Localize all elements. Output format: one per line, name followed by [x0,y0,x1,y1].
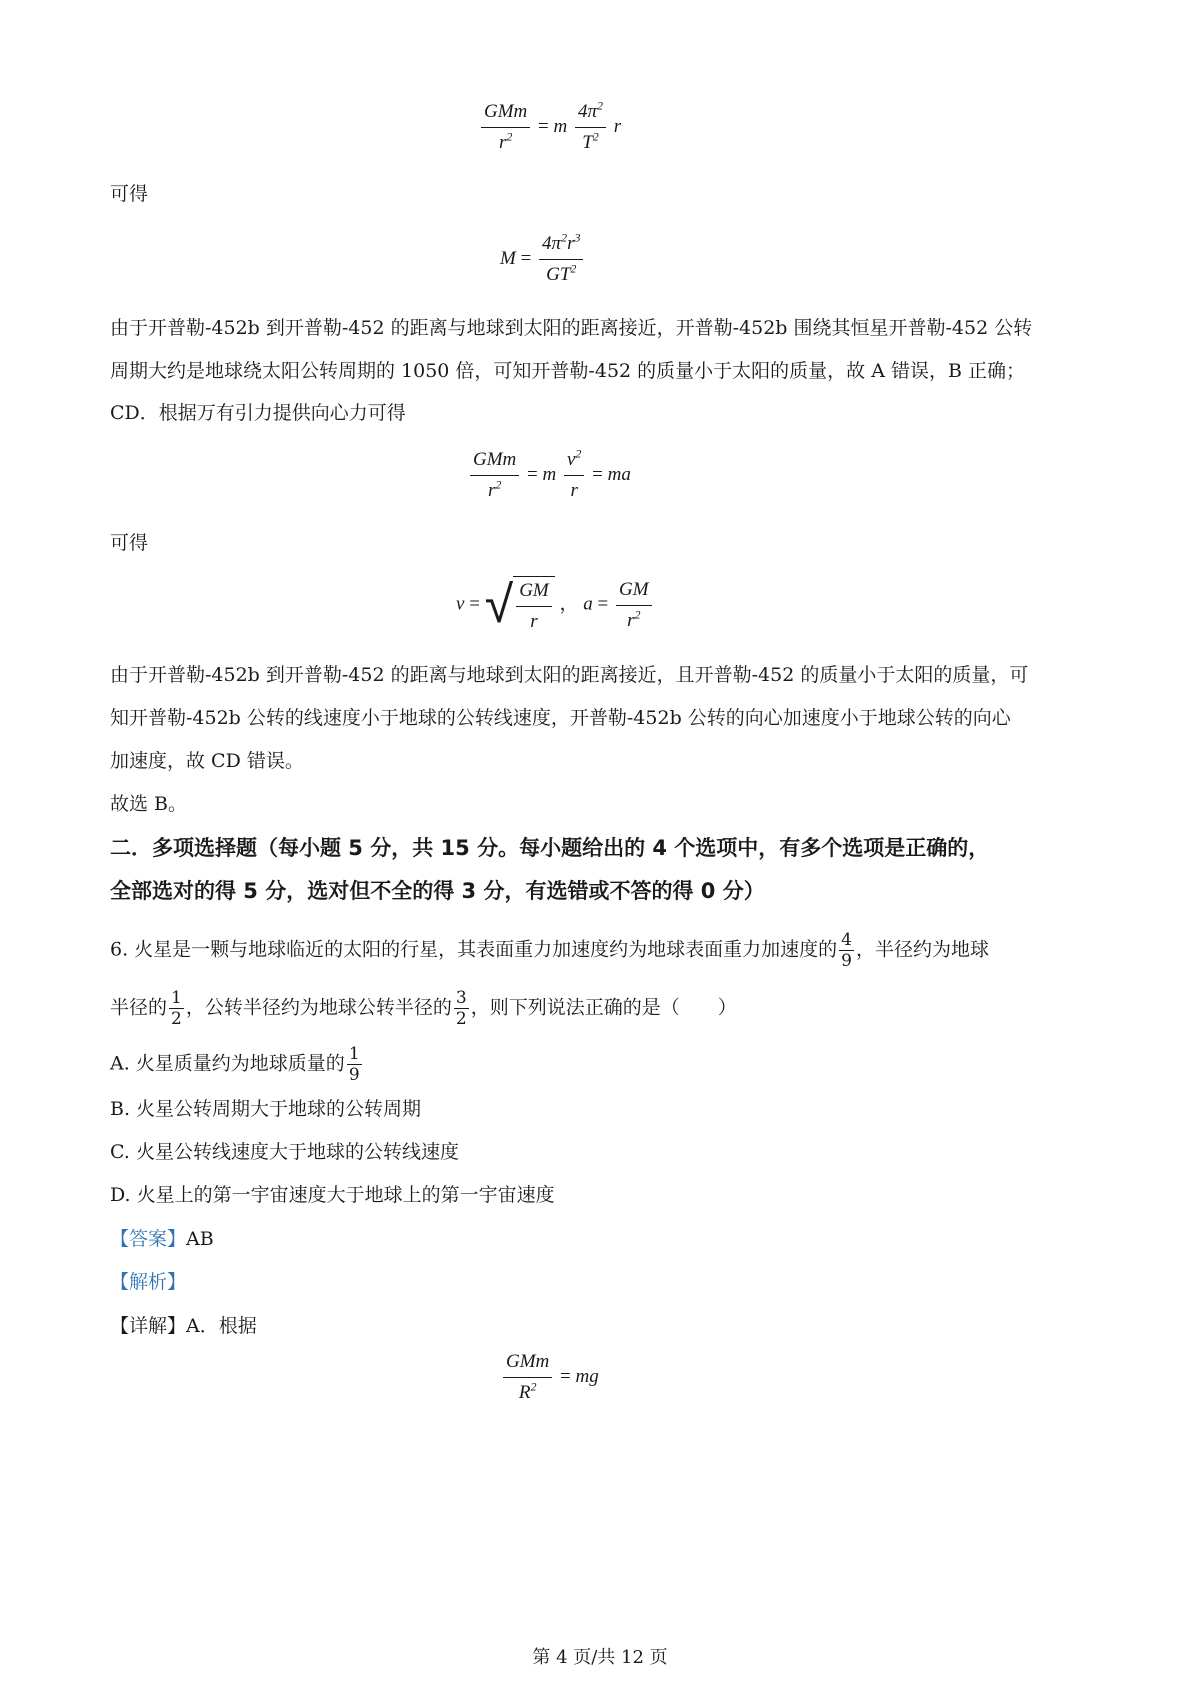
section-heading: 全部选对的得 5 分，选对但不全的得 3 分，有选错或不答的得 0 分） [110,879,765,903]
equation-centripetal: $\frac{\text{GMm}}{r^2}$ = m $\frac{v^2}{r}$ = ma [467,448,631,503]
paragraph-line: 由于开普勒-452b 到开普勒-452 的距离与地球到太阳的距离接近，且开普勒-452 的质量小于太阳的质量，可 [110,664,1029,686]
page-footer: 第 4 页/共 12 页 [532,1647,668,1668]
fraction: $\frac{4}{9}$ [841,930,852,971]
square-root: √ $\frac{GM}{r}$ [485,576,555,634]
fraction: $\frac{4\pi^2}{T^2}$ [575,100,606,155]
answer-tag: 【答案】 [110,1228,187,1250]
equation-velocity-acceleration: v = √ $\frac{GM}{r}$ ， a = $\frac{GM}{r^2}$ [456,576,655,634]
equation-gravity-period: $\frac{\text{GMm}}{r^2}$ = m $\frac{4\pi^2}{T^2}$ r [478,100,621,155]
question-6-line: 6. 火星是一颗与地球临近的太阳的行星，其表面重力加速度约为地球表面重力加速度的 $\frac{4}{9}$ ，半径约为地球 [110,930,990,971]
conclusion: 故选 B。 [110,793,188,815]
paragraph-line: CD．根据万有引力提供向心力可得 [110,402,406,424]
fraction: $\frac{v^2}{r}$ [564,448,584,503]
fraction: $\frac{GM}{r}$ [516,579,552,634]
section-heading: 二．多项选择题（每小题 5 分，共 15 分。每小题给出的 4 个选项中，有多个选项是正确的， [110,836,990,860]
option-a: A. 火星质量约为地球质量的 $\frac{1}{9}$ [110,1044,360,1085]
fraction: $\frac{\text{GMm}}{r^2}$ [470,448,519,503]
answer-line [110,1225,1100,1253]
detail-line: 【详解】A．根据 [110,1315,257,1337]
paragraph: 可得 [110,532,149,554]
option-b: B. 火星公转周期大于地球的公转周期 [110,1098,422,1120]
fraction: $\frac{3}{2}$ [455,988,467,1029]
paragraph-line: 加速度，故 CD 错误。 [110,750,304,772]
question-6-line: 半径的 $\frac{1}{2}$ ，公转半径约为地球公转半径的 $\frac{3}{2}$ ，则下列说法正确的是（ ） [110,988,737,1029]
fraction: $\frac{1}{9}$ [348,1044,360,1085]
fraction: $\frac{GM}{r^2}$ [616,578,652,633]
answer-value: AB [186,1228,214,1250]
option-c: C. 火星公转线速度大于地球的公转线速度 [110,1141,459,1163]
fraction: $\frac{1}{2}$ [171,988,182,1029]
analysis-tag: 【解析】 [110,1271,187,1293]
fraction: $\frac{4\pi^2r^3}{GT^2}$ [539,232,583,287]
paragraph: 可得 [110,183,149,205]
equation-surface-gravity: $\frac{\text{GMm}}{R^2}$ = mg [500,1350,599,1405]
paragraph-line: 知开普勒-452b 公转的线速度小于地球的公转线速度，开普勒-452b 公转的向心加速度小于地球公转的向心 [110,707,1011,729]
fraction: $\frac{\text{GMm}}{r^2}$ [481,100,530,155]
paragraph-line: 周期大约是地球绕太阳公转周期的 1050 倍，可知开普勒-452 的质量小于太阳的质量，故 A 错误，B 正确； [110,360,1025,382]
equation-mass: M = $\frac{4\pi^2r^3}{GT^2}$ [500,232,586,287]
fraction: $\frac{\text{GMm}}{R^2}$ [503,1350,552,1405]
option-d: D. 火星上的第一宇宙速度大于地球上的第一宇宙速度 [110,1184,555,1206]
paragraph-line: 由于开普勒-452b 到开普勒-452 的距离与地球到太阳的距离接近，开普勒-452b 围绕其恒星开普勒-452 公转 [110,317,1033,339]
detail-tag: 【详解】 [110,1315,187,1337]
